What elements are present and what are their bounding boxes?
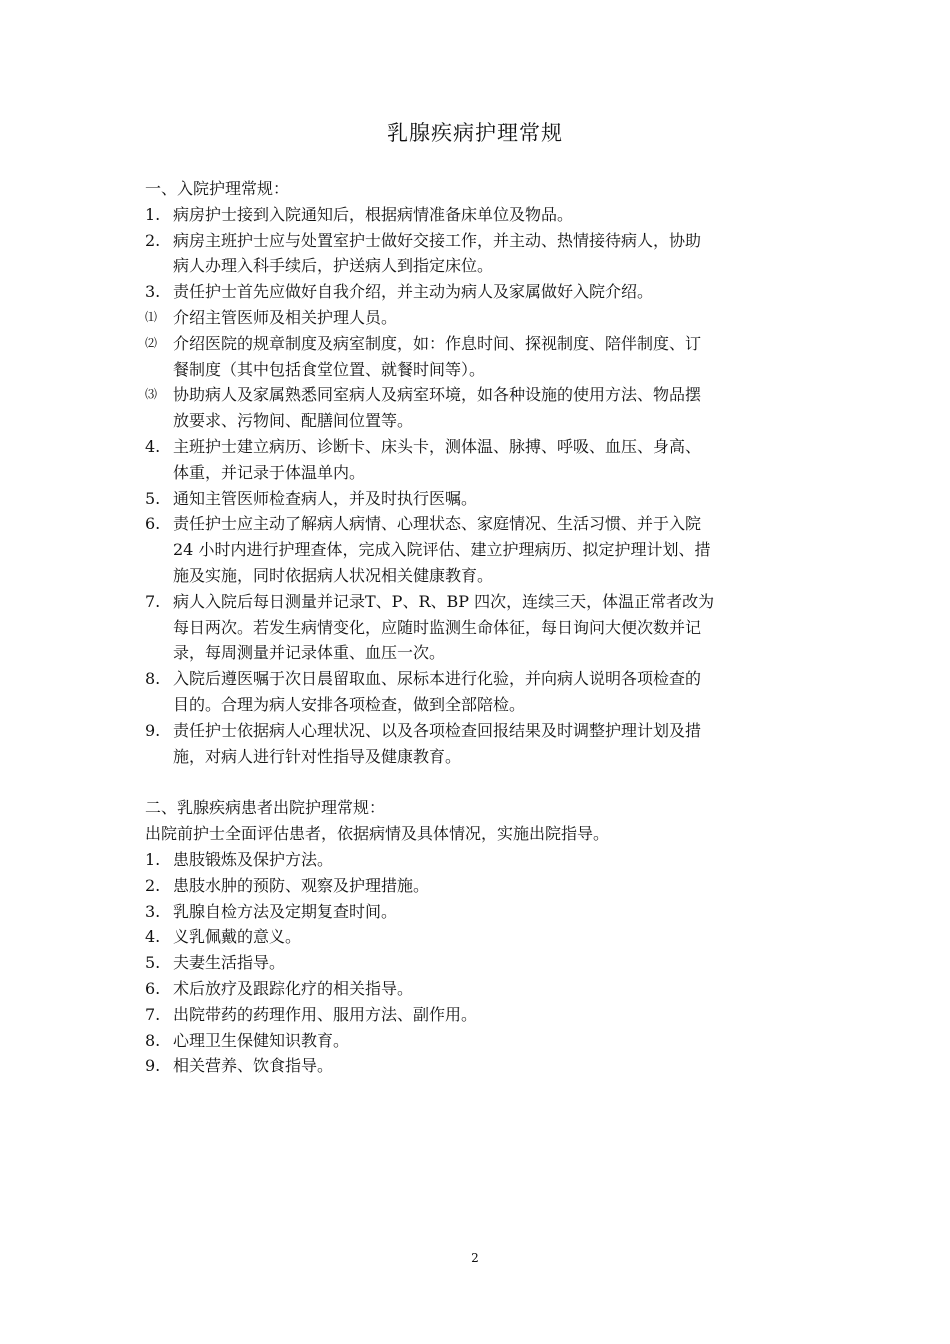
item-text — [173, 382, 815, 434]
item-number: 2. — [145, 875, 161, 895]
item-text — [173, 434, 815, 486]
section-spacer — [145, 769, 815, 795]
item-text-line: 介绍主管医师及相关护理人员。 — [173, 307, 398, 327]
item-number: 8. — [145, 1030, 161, 1050]
item-number: 4. — [145, 927, 161, 947]
item-text-line: 体重，并记录于体温单内。 — [173, 462, 366, 482]
item-text — [173, 847, 815, 873]
item-text-line: 责任护士首先应做好自我介绍，并主动为病人及家属做好入院介绍。 — [173, 282, 654, 302]
item-text-line: 患肢水肿的预防、观察及护理措施。 — [173, 875, 430, 895]
admission-list-item — [145, 486, 815, 512]
discharge-list-item — [145, 950, 815, 976]
item-text-line: 心理卫生保健知识教育。 — [173, 1030, 350, 1050]
item-number: 1. — [145, 849, 161, 869]
item-text-line: 施及实施，同时依据病人状况相关健康教育。 — [173, 565, 494, 585]
item-text — [173, 873, 815, 899]
discharge-list-item — [145, 1028, 815, 1054]
item-text-line: 介绍医院的规章制度及病室制度，如：作息时间、探视制度、陪伴制度、订 — [173, 333, 702, 353]
item-text-line: 责任护士应主动了解病人病情、心理状态、家庭情况、生活习惯、并于入院 — [173, 514, 702, 534]
item-text-line: 每日两次。若发生病情变化，应随时监测生命体征，每日询问大便次数并记 — [173, 617, 702, 637]
item-text-line: 出院带药的药理作用、服用方法、副作用。 — [173, 1004, 478, 1024]
discharge-list-item — [145, 873, 815, 899]
item-number: 9. — [145, 1056, 161, 1076]
admission-list-item — [145, 279, 815, 305]
admission-list-item — [145, 305, 815, 331]
item-text-line: 术后放疗及跟踪化疗的相关指导。 — [173, 978, 414, 998]
item-text — [173, 899, 815, 925]
item-text — [173, 924, 815, 950]
item-number: 3. — [145, 282, 161, 302]
item-text-line: 目的。合理为病人安排各项检查，做到全部陪检。 — [173, 694, 526, 714]
page-number: 2 — [471, 1251, 479, 1265]
item-text-line: 病人入院后每日测量并记录T、P、R、BP 四次，连续三天，体温正常者改为 — [173, 591, 715, 611]
item-number: ⑵ — [145, 335, 158, 350]
item-text-line: 患肢锻炼及保护方法。 — [173, 849, 334, 869]
item-text — [173, 666, 815, 718]
item-text-line: 责任护士依据病人心理状况、以及各项检查回报结果及时调整护理计划及措 — [173, 720, 702, 740]
item-text-line: 病人办理入科手续后，护送病人到指定床位。 — [173, 256, 494, 276]
item-number: 6. — [145, 978, 161, 998]
admission-list-item — [145, 434, 815, 486]
item-text — [173, 1053, 815, 1079]
item-text-line: 协助病人及家属熟悉同室病人及病室环境，如各种设施的使用方法、物品摆 — [173, 385, 702, 405]
item-number: 5. — [145, 953, 161, 973]
item-number: 4. — [145, 436, 161, 456]
item-text — [173, 279, 815, 305]
item-text-line: 24 小时内进行护理查体，完成入院评估、建立护理病历、拟定护理计划、措 — [173, 540, 711, 560]
discharge-list-item — [145, 899, 815, 925]
item-text — [173, 202, 815, 228]
discharge-list-item — [145, 1053, 815, 1079]
discharge-list-item — [145, 847, 815, 873]
item-number: 8. — [145, 669, 161, 689]
admission-list-item — [145, 718, 815, 770]
item-number: 9. — [145, 720, 161, 740]
item-text — [173, 228, 815, 280]
admission-list-item — [145, 382, 815, 434]
item-text — [173, 976, 815, 1002]
item-text-line: 通知主管医师检查病人，并及时执行医嘱。 — [173, 488, 478, 508]
discharge-list-item — [145, 924, 815, 950]
item-text-line: 乳腺自检方法及定期复查时间。 — [173, 901, 398, 921]
item-number: 6. — [145, 514, 161, 534]
section2-intro: 出院前护士全面评估患者，依据病情及具体情况，实施出院指导。 — [145, 824, 610, 844]
admission-list-item — [145, 666, 815, 718]
item-text-line: 放要求、污物间、配膳间位置等。 — [173, 411, 414, 431]
item-text — [173, 950, 815, 976]
item-number: 7. — [145, 1004, 161, 1024]
item-text-line: 录，每周测量并记录体重、血压一次。 — [173, 643, 446, 663]
item-text — [173, 1002, 815, 1028]
item-number: ⑴ — [145, 309, 158, 324]
item-number: 3. — [145, 901, 161, 921]
discharge-care-list — [145, 847, 815, 1079]
item-number: 5. — [145, 488, 161, 508]
item-text — [173, 511, 815, 588]
item-text — [173, 589, 815, 666]
item-text — [173, 486, 815, 512]
document-body — [145, 176, 815, 1079]
document-title: 乳腺疾病护理常规 — [387, 121, 563, 145]
admission-list-item — [145, 331, 815, 383]
item-text — [173, 1028, 815, 1054]
admission-list-item — [145, 228, 815, 280]
item-number: ⑶ — [145, 387, 158, 402]
discharge-list-item — [145, 1002, 815, 1028]
item-text — [173, 305, 815, 331]
admission-list-item — [145, 202, 815, 228]
admission-list-item — [145, 589, 815, 666]
item-text-line: 餐制度（其中包括食堂位置、就餐时间等）。 — [173, 359, 486, 379]
item-text-line: 施，对病人进行针对性指导及健康教育。 — [173, 746, 462, 766]
item-text-line: 病房主班护士应与处置室护士做好交接工作，并主动、热情接待病人，协助 — [173, 230, 702, 250]
item-text-line: 入院后遵医嘱于次日晨留取血、尿标本进行化验，并向病人说明各项检查的 — [173, 669, 702, 689]
item-text-line: 义乳佩戴的意义。 — [173, 927, 302, 947]
item-number: 2. — [145, 230, 161, 250]
admission-care-list — [145, 202, 815, 770]
item-number: 7. — [145, 591, 161, 611]
item-text — [173, 718, 815, 770]
admission-list-item — [145, 511, 815, 588]
item-number: 1. — [145, 204, 161, 224]
section2-heading: 二、乳腺疾病患者出院护理常规： — [145, 798, 386, 818]
item-text-line: 相关营养、饮食指导。 — [173, 1056, 334, 1076]
item-text-line: 主班护士建立病历、诊断卡、床头卡，测体温、脉搏、呼吸、血压、身高、 — [173, 436, 702, 456]
section1-heading: 一、入院护理常规： — [145, 179, 290, 198]
item-text — [173, 331, 815, 383]
discharge-list-item — [145, 976, 815, 1002]
item-text-line: 病房护士接到入院通知后，根据病情准备床单位及物品。 — [173, 204, 574, 224]
item-text-line: 夫妻生活指导。 — [173, 953, 286, 973]
